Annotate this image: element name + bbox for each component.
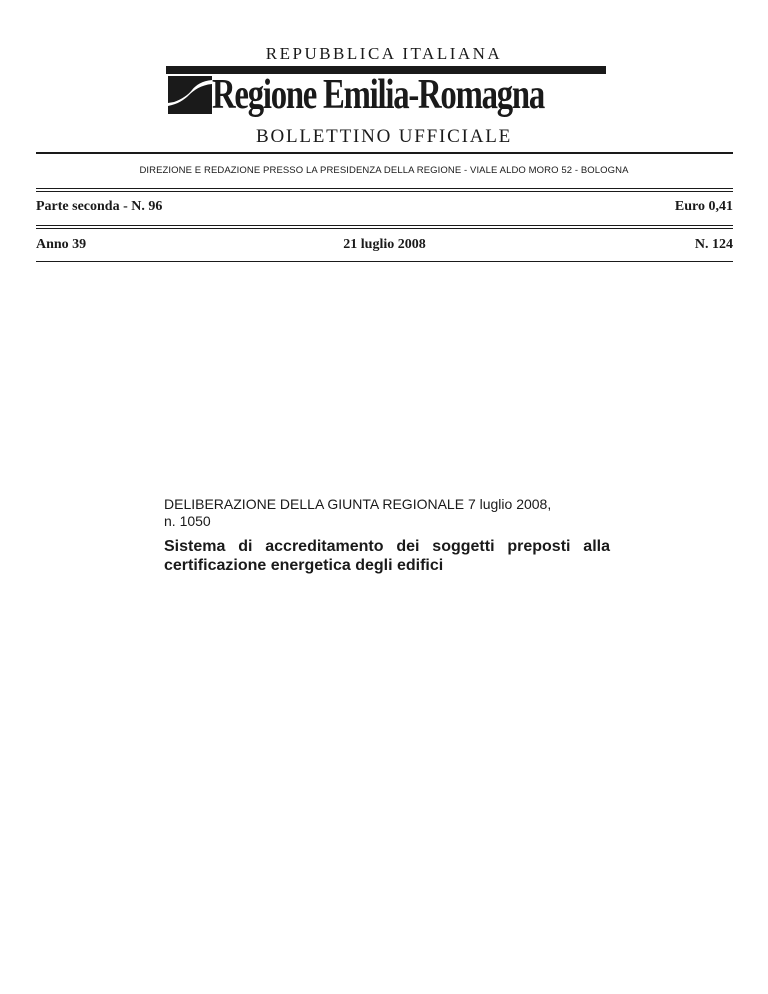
region-logo — [166, 66, 606, 120]
part-rule-top-2 — [36, 191, 733, 192]
part-rule-top-1 — [36, 188, 733, 189]
issue-rule-top-2 — [36, 228, 733, 229]
bulletin-heading: BOLLETTINO UFFICIALE — [255, 126, 513, 147]
editorial-address: DIREZIONE E REDAZIONE PRESSO LA PRESIDENZA DELLA REGIONE - VIALE ALDO MORO 52 - BOLOGNA — [139, 165, 629, 176]
republic-heading: REPUBBLICA ITALIANA — [265, 44, 503, 63]
issue-rule-bottom — [36, 261, 733, 262]
part-number: Parte seconda - N. 96 — [36, 199, 163, 214]
issue-year: Anno 39 — [36, 237, 87, 252]
masthead-rule — [36, 152, 733, 154]
deliberation-heading — [164, 496, 614, 530]
issue-price: Euro 0,41 — [674, 199, 733, 214]
issue-date: 21 luglio 2008 — [343, 237, 426, 252]
document-title: Sistema di accreditamento dei soggetti preposti alla certificazione energetica degli edifici — [164, 538, 610, 574]
issue-number: N. 124 — [694, 237, 733, 252]
issue-rule-top-1 — [36, 225, 733, 226]
deliberation-line-2: n. 1050 — [164, 513, 211, 529]
region-emblem-icon — [166, 66, 214, 116]
deliberation-line-1: DELIBERAZIONE DELLA GIUNTA REGIONALE 7 luglio 2008, — [164, 496, 552, 512]
region-name: Regione Emilia-Romagna — [212, 72, 544, 118]
